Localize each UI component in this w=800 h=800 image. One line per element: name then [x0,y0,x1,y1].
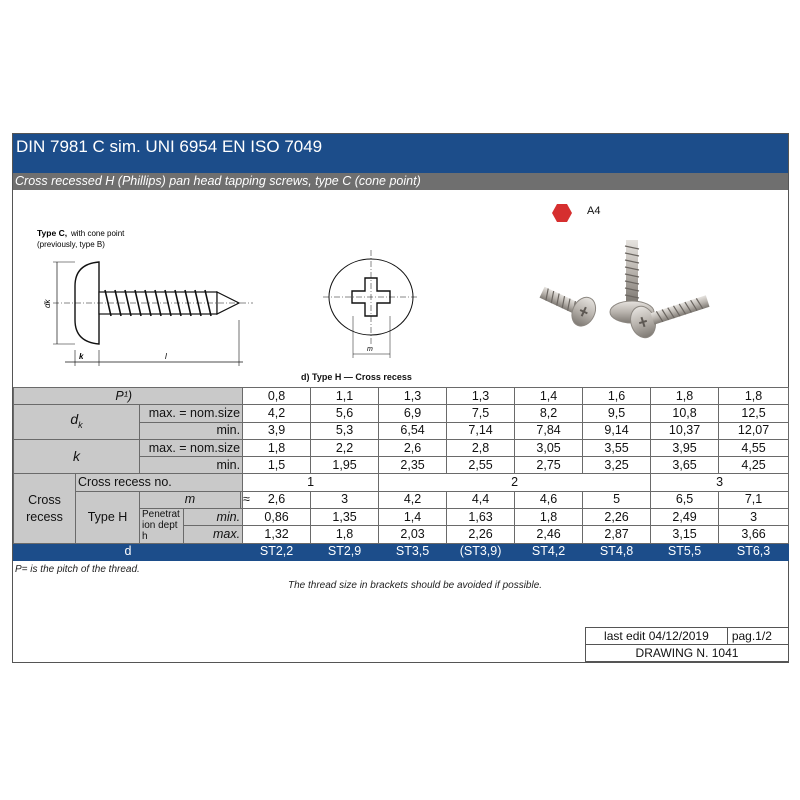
k-symbol: k [14,439,140,474]
dimension-table [13,387,789,561]
dim-dk-label: dk [43,299,52,308]
figure-area [13,190,788,386]
k-max-label: max. = nom.size [140,439,243,456]
table-row-pen-min: Penetration depth min. 0,86 1,35 1,4 1,63 1,8 2,26 2,49 3 [14,509,789,526]
dim-l-label: l [165,352,167,361]
table-row-k-max: k max. = nom.size 1,8 2,2 2,6 2,8 3,05 3,55 3,95 4,55 [14,439,789,456]
pen-max-label: max. [184,526,243,543]
last-edit-date: last edit 04/12/2019 [586,628,728,645]
cross-recess-drawing [319,220,449,370]
table-row-p: P¹) 0,8 1,1 1,3 1,3 1,4 1,6 1,8 1,8 [14,388,789,405]
dim-k-label: k [79,352,84,361]
product-photo [513,230,723,370]
hexagon-icon [551,203,573,223]
page-title: DIN 7981 C sim. UNI 6954 EN ISO 7049 [13,134,788,173]
type-c-prev: (previously, type B) [37,240,105,249]
pitch-note: P= is the pitch of the thread. [15,564,140,575]
penetration-label: Penetration depth [140,509,184,544]
screw-side-drawing [13,190,273,386]
datasheet [12,133,789,663]
cross-recess-no-label: Cross recess no. [76,474,243,491]
table-row-dk-min: min. 3,9 5,3 6,54 7,14 7,84 9,14 10,37 12,07 [14,422,789,439]
recess-caption: d) Type H — Cross recess [301,372,412,382]
bracket-note: The thread size in brackets should be avoided if possible. [288,580,543,591]
dk-symbol: $d_k$ [14,405,140,440]
pen-min-label: min. [184,509,243,526]
material-label: A4 [587,205,601,217]
row-d-label: d [14,543,243,560]
k-min-label: min. [140,457,243,474]
table-row-k-min: min. 1,5 1,95 2,35 2,55 2,75 3,25 3,65 4,25 [14,457,789,474]
row-p-label: P¹) [14,388,243,405]
table-row-d: d ST2,2 ST2,9 ST3,5 (ST3,9) ST4,2 ST4,8 ST5,5 ST6,3 [14,543,789,560]
table-row-pen-max: max. 1,32 1,8 2,03 2,26 2,46 2,87 3,15 3,66 [14,526,789,543]
page-number: pag.1/2 [727,628,788,645]
table-row-m: Type H m ≈ 2,6 3 4,2 4,4 4,6 5 6,5 7,1 [14,491,789,508]
type-c-label: Type C, [37,228,68,238]
table-row-dk-max: $d_k$ max. = nom.size 4,2 5,6 6,9 7,5 8,2 9,5 10,8 12,5 [14,405,789,422]
drawing-number: DRAWING N. 1041 [586,645,789,662]
cross-recess-label: Cross recess [14,474,76,543]
drawing-info-box [585,627,789,662]
table-row-cross-recess-no: Cross recess Cross recess no. 1 2 3 [14,474,789,491]
m-symbol: m [140,491,241,508]
dim-m-label: m [367,346,373,353]
type-c-desc: with cone point [71,229,125,238]
page-subtitle: Cross recessed H (Phillips) pan head tapping screws, type C (cone point) [13,173,788,190]
dk-max-label: max. = nom.size [140,405,243,422]
dk-min-label: min. [140,422,243,439]
approx-symbol: ≈ [241,491,243,508]
type-h-label: Type H [76,491,140,543]
